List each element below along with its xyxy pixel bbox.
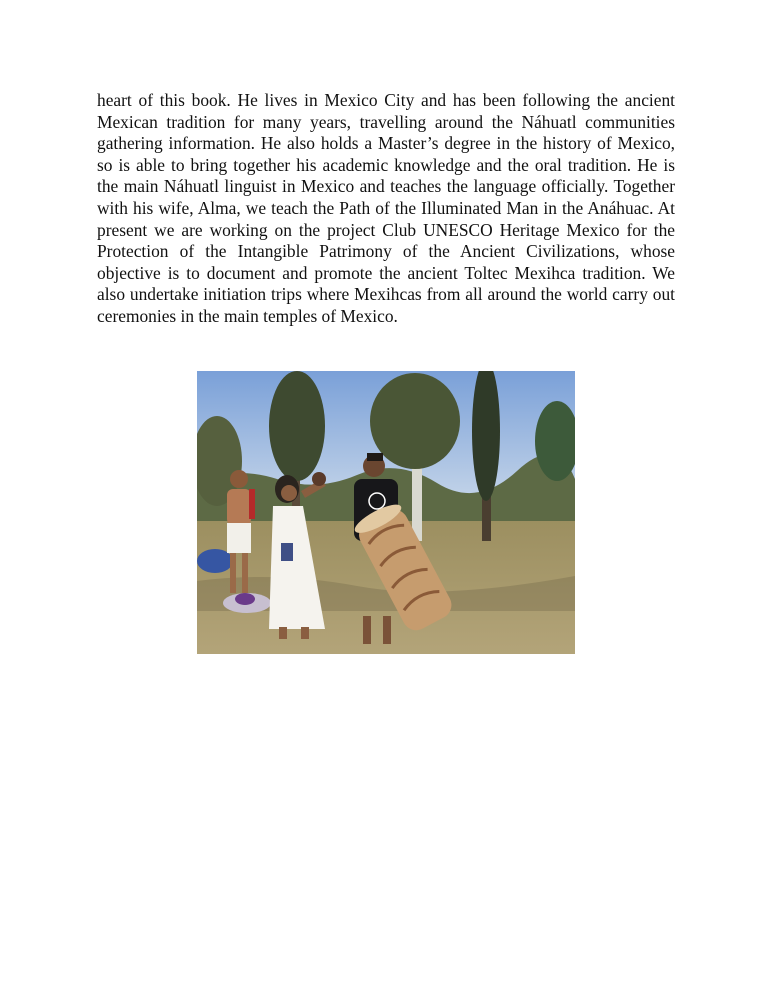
ceremony-photo [197, 371, 575, 654]
body-paragraph: heart of this book. He lives in Mexico City and has been following the ancient Mexican tradition for many years, travelling around the Náhuatl communities gathering information. He also holds a Master’s degree in the history of Mexico, so is able to bring together his academic knowledge and the oral tradition. He is the main Náhuatl linguist in Mexico and teaches the language officially. Together with his wife, Alma, we teach the Path of the Illuminated Man in the Anáhuac. At present we are working on the project Club UNESCO Heritage Mexico for the Protection of the Intangible Patrimony of the Ancient Civilizations, whose objective is to document and promote the ancient Toltec Mexihca tradition. We also undertake initiation trips where Mexihcas from all around the world carry out ceremonies in the main temples of Mexico. [97, 90, 675, 326]
